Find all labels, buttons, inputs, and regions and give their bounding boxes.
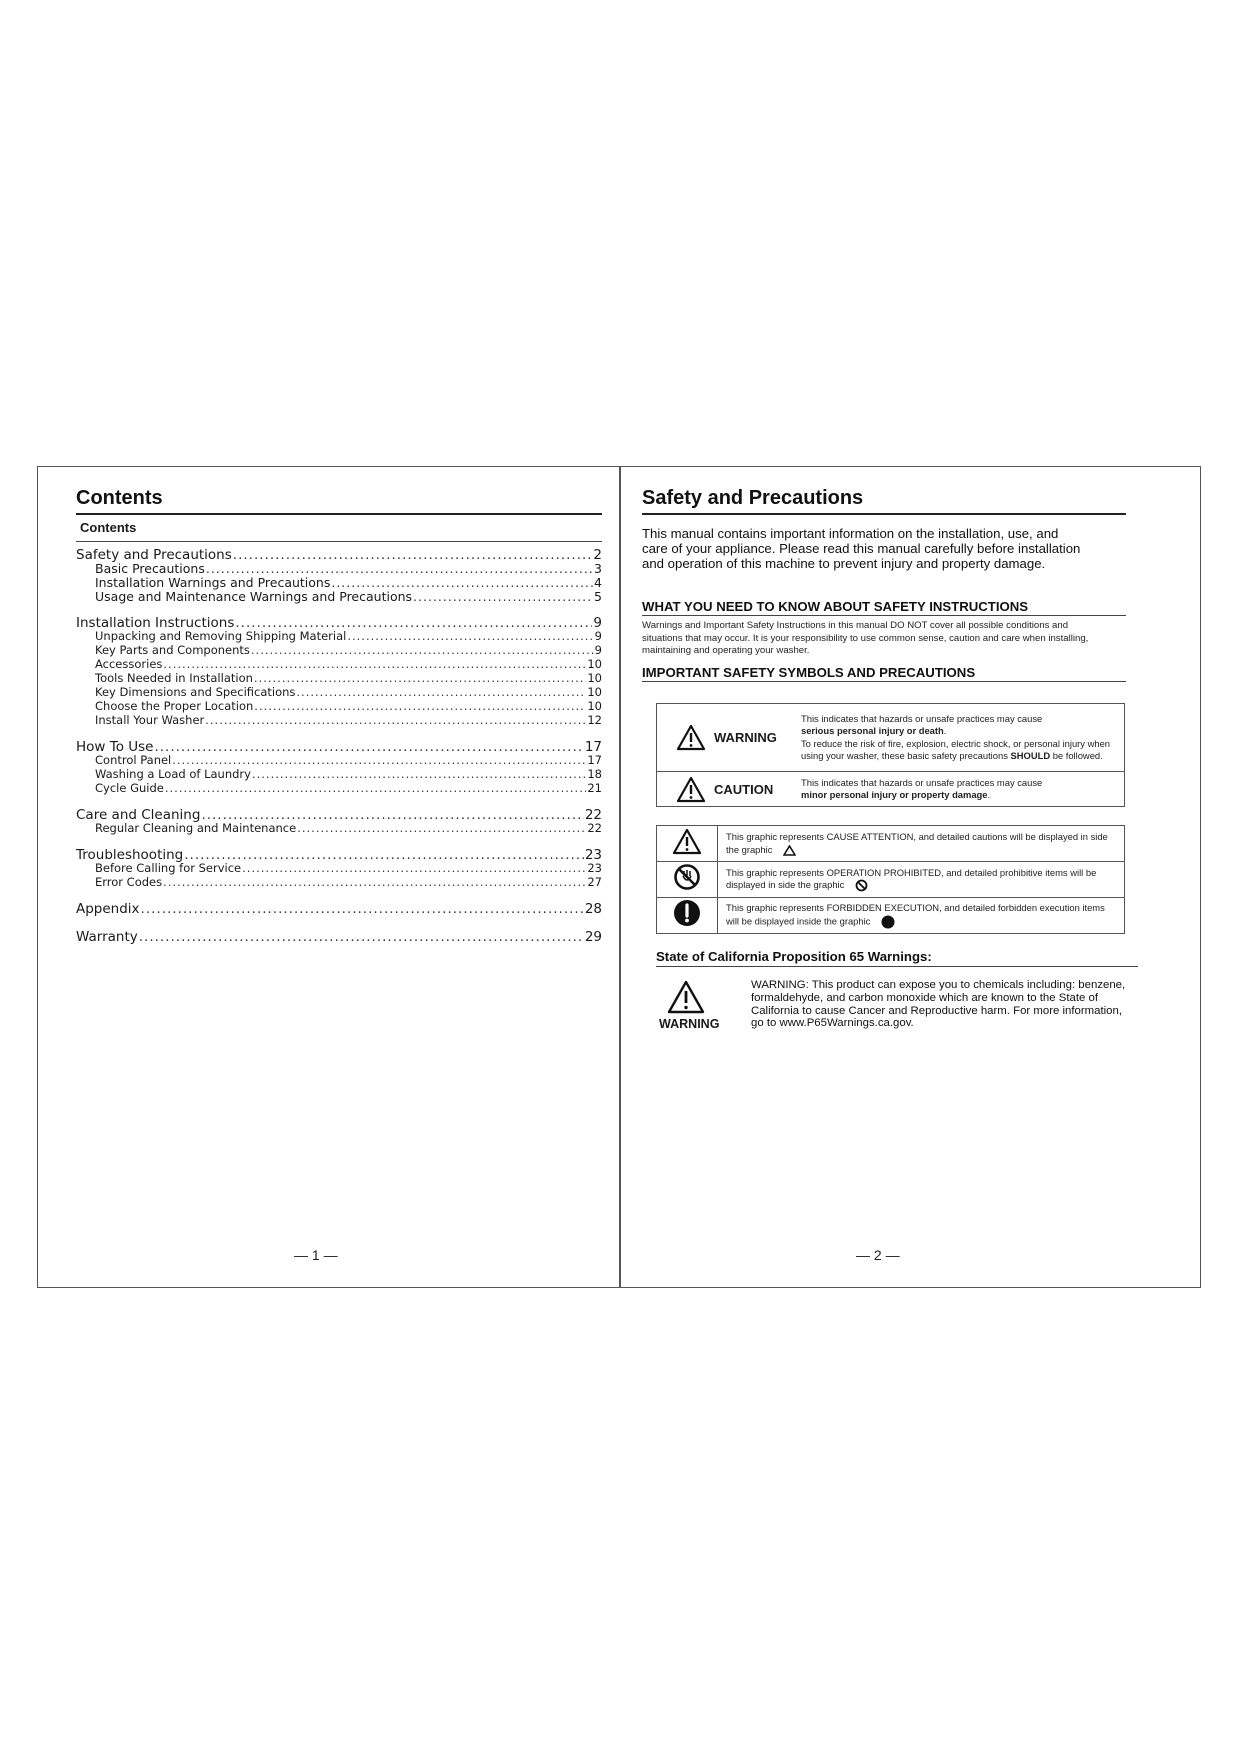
toc-entry-page: 17: [584, 739, 602, 755]
toc-entry: [76, 671, 602, 685]
toc-entry: [76, 929, 602, 945]
toc-entry-page: 10: [587, 671, 602, 685]
toc-entry-page: 23: [587, 861, 602, 875]
manual-spread: [37, 466, 1201, 1288]
toc-entry: [76, 699, 602, 713]
toc-entry-page: 23: [584, 847, 602, 863]
toc-entry-title: Appendix: [76, 901, 140, 917]
small-prohibited-icon: [855, 879, 868, 892]
prop65-warning-triangle-icon: [667, 980, 705, 1014]
toc-entry-page: 27: [587, 875, 602, 889]
toc-entry-title: Safety and Precautions: [76, 547, 232, 563]
toc-entry-page: 22: [587, 821, 602, 835]
toc-entry-page: 10: [587, 657, 602, 671]
toc-entry: [76, 685, 602, 699]
section-rule: [642, 681, 1126, 682]
toc-entry: [76, 861, 602, 875]
toc-entry-page: 17: [587, 753, 602, 767]
forbidden-row: [657, 898, 1125, 934]
warning-row: [657, 704, 1125, 772]
caution-triangle-icon: [676, 776, 706, 803]
caution-desc-text: This indicates that hazards or unsafe practices may cause: [801, 776, 1043, 788]
toc-leader-dots: [251, 643, 594, 657]
subtitle-rule: [76, 541, 602, 542]
toc-entry-page: 3: [594, 561, 602, 576]
small-triangle-icon: [783, 845, 796, 856]
warning-desc-should: SHOULD: [1010, 749, 1051, 761]
warning-desc-text-3: be followed.: [1052, 749, 1103, 761]
toc-entry: [76, 781, 602, 795]
toc-entry: [76, 901, 602, 917]
safety-instructions-text: Warnings and Important Safety Instructions in this manual DO NOT cover all possible conditions and situations that may occur. It is your responsibility to use common sense, caution and care when installing, maintaining and operating your washer.: [642, 620, 1089, 656]
toc-entry-page: 9: [594, 629, 602, 643]
warning-triangle-icon: [676, 724, 706, 751]
toc-leader-dots: [413, 589, 593, 604]
toc-entry-title: Key Parts and Components: [95, 643, 250, 657]
attention-triangle-icon: [672, 828, 702, 855]
toc-entry-page: 29: [584, 929, 602, 945]
toc-entry: [76, 629, 602, 643]
toc-entry: [76, 575, 602, 590]
attention-row: [657, 826, 1125, 862]
toc-entry: [76, 657, 602, 671]
toc-leader-dots: [205, 713, 586, 727]
toc-entry-title: Unpacking and Removing Shipping Material: [95, 629, 347, 643]
section-rule: [642, 615, 1126, 616]
toc-entry-title: Before Calling for Service: [95, 861, 242, 875]
toc-entry-page: 21: [587, 781, 602, 795]
prohibited-text: This graphic represents OPERATION PROHIBITED, and detailed prohibitive items will be displayed in side the graphic: [726, 866, 1097, 891]
page-title: Safety and Precautions: [642, 487, 864, 509]
forbidden-text: This graphic represents FORBIDDEN EXECUTION, and detailed forbidden execution items will be displayed inside the graphic: [726, 902, 1105, 927]
toc-entry-page: 10: [587, 699, 602, 713]
toc-entry-title: Choose the Proper Location: [95, 699, 254, 713]
toc-entry-title: Installation Instructions: [76, 615, 235, 631]
toc-leader-dots: [242, 861, 586, 875]
toc-leader-dots: [331, 575, 593, 590]
warning-desc-bold: serious personal injury or death: [801, 725, 944, 737]
toc-entry: [76, 561, 602, 576]
toc-entry-page: 9: [594, 643, 602, 657]
toc-entry-page: 22: [584, 807, 602, 823]
toc-leader-dots: [163, 875, 586, 889]
page-number: — 1 —: [294, 1247, 338, 1263]
toc-leader-dots: [297, 821, 586, 835]
page-number: — 2 —: [856, 1247, 900, 1263]
toc-leader-dots: [252, 767, 586, 781]
toc-entry-title: Key Dimensions and Specifications: [95, 685, 296, 699]
forbidden-description: [718, 898, 1125, 934]
toc-entry-page: 9: [593, 615, 602, 631]
toc-entry-page: 10: [587, 685, 602, 699]
toc-entry-title: How To Use: [76, 739, 154, 755]
warning-desc-text-2: To reduce the risk of fire, explosion, electric shock, or personal injury when using your washer, these basic safety precautions: [801, 737, 1110, 761]
toc-entry-page: 2: [593, 547, 602, 563]
contents-page: [38, 467, 619, 1287]
toc-entry: [76, 767, 602, 781]
contents-subtitle: Contents: [80, 520, 137, 535]
section-heading-safety-instructions: WHAT YOU NEED TO KNOW ABOUT SAFETY INSTRUCTIONS: [642, 599, 1029, 614]
toc-entry: [76, 589, 602, 604]
toc-entry-title: Basic Precautions: [95, 561, 205, 576]
prop65-rule: [656, 966, 1138, 967]
toc-entry-title: Troubleshooting: [76, 847, 184, 863]
safety-page: [620, 467, 1202, 1287]
toc-entry-title: Control Panel: [95, 753, 172, 767]
toc-entry-title: Error Codes: [95, 875, 163, 889]
intro-paragraph: This manual contains important information on the installation, use, and care of your appliance. Please read this manual carefully before installation and operation of this machine to prevent injury and property damage.: [642, 526, 1081, 571]
toc-leader-dots: [347, 629, 593, 643]
toc-entry: [76, 643, 602, 657]
page-title: Contents: [76, 487, 163, 509]
toc-entry-title: Usage and Maintenance Warnings and Precautions: [95, 589, 413, 604]
toc-leader-dots: [165, 781, 587, 795]
title-rule: [76, 513, 602, 515]
toc-entry-title: Cycle Guide: [95, 781, 164, 795]
toc-entry-page: 12: [587, 713, 602, 727]
toc-leader-dots: [141, 901, 584, 917]
toc-entry-title: Care and Cleaning: [76, 807, 201, 823]
toc-entry: [76, 875, 602, 889]
toc-entry-page: 4: [594, 575, 602, 590]
toc-entry-title: Installation Warnings and Precautions: [95, 575, 331, 590]
title-rule: [642, 513, 1126, 515]
small-filled-circle-icon: [881, 915, 895, 929]
prop65-heading: State of California Proposition 65 Warnings:: [656, 949, 932, 964]
toc-leader-dots: [172, 753, 586, 767]
toc-leader-dots: [254, 671, 586, 685]
prohibited-description: [718, 862, 1125, 898]
toc-leader-dots: [206, 561, 593, 576]
toc-entry-page: 18: [587, 767, 602, 781]
toc-entry-title: Warranty: [76, 929, 138, 945]
prohibited-icon: [673, 863, 701, 891]
prop65-warning-text: WARNING: This product can expose you to chemicals including: benzene, formaldehyde, and carbon monoxide which are known to the State of California to cause Cancer and Reproductive harm. For more information, go to www.P65Warnings.ca.gov.: [751, 979, 1126, 1030]
toc-entry-title: Tools Needed in Installation: [95, 671, 253, 685]
toc-entry-title: Washing a Load of Laundry: [95, 767, 251, 781]
prohibited-row: [657, 862, 1125, 898]
attention-text: This graphic represents CAUSE ATTENTION, and detailed cautions will be displayed in side the graphic: [726, 831, 1108, 855]
toc-leader-dots: [163, 657, 586, 671]
toc-entry-page: 28: [584, 901, 602, 917]
toc-leader-dots: [296, 685, 586, 699]
toc-entry-title: Accessories: [95, 657, 163, 671]
caution-row: [657, 772, 1125, 807]
section-heading-safety-symbols: IMPORTANT SAFETY SYMBOLS AND PRECAUTIONS: [642, 665, 976, 680]
caution-desc-bold: minor personal injury or property damage: [801, 789, 988, 800]
toc-entry: [76, 821, 602, 835]
caution-label: CAUTION: [714, 781, 774, 797]
caution-description: This indicates that hazards or unsafe practices may cause minor personal injury or property damage.: [793, 772, 1125, 807]
warning-desc-text: This indicates that hazards or unsafe practices may cause: [801, 712, 1043, 724]
prop65-warning-label: WARNING: [659, 1017, 720, 1031]
toc-entry-page: 5: [594, 589, 602, 604]
toc-entry-title: Install Your Washer: [95, 713, 205, 727]
toc-entry: [76, 753, 602, 767]
hazard-levels-table: [656, 703, 1125, 807]
toc-entry: [76, 713, 602, 727]
exclamation-circle-icon: [673, 899, 701, 927]
toc-leader-dots: [139, 929, 584, 945]
warning-label: WARNING: [714, 730, 777, 745]
graphic-symbols-table: [656, 825, 1125, 934]
toc-entry-title: Regular Cleaning and Maintenance: [95, 821, 297, 835]
toc-leader-dots: [254, 699, 586, 713]
warning-description: This indicates that hazards or unsafe practices may cause serious personal injury or death. To reduce the risk of fire, explosion, electric shock, or personal injury when using your washer, these basic safety precautions SHOULD be followed.: [793, 704, 1125, 772]
attention-description: [718, 826, 1125, 862]
